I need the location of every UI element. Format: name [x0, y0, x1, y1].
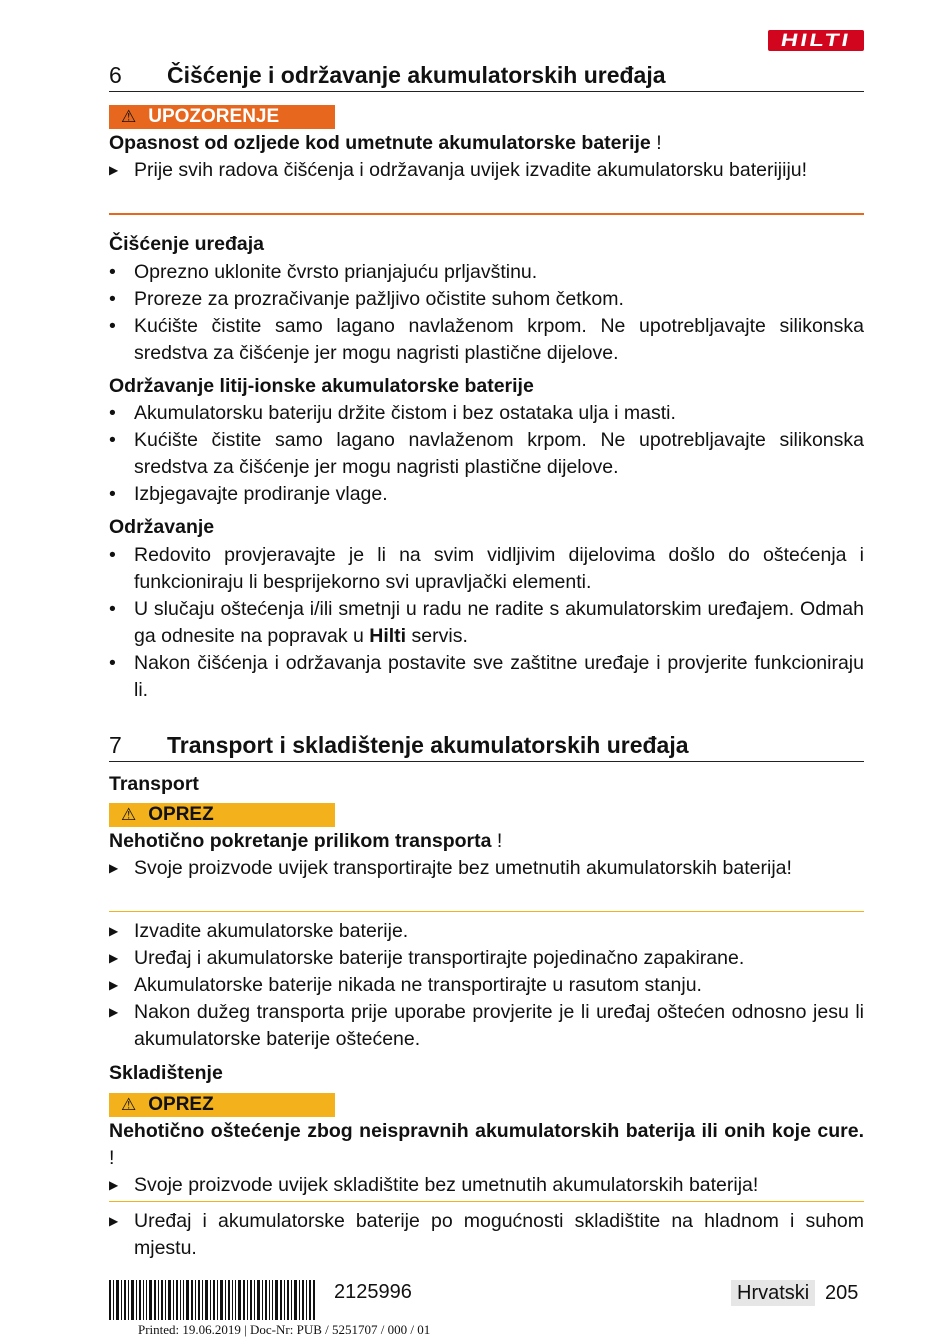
language-label: Hrvatski	[731, 1280, 815, 1306]
chapter-title: Transport i skladištenje akumulatorskih uređaja	[167, 732, 689, 758]
caution-label: ⚠ OPREZ	[109, 803, 335, 827]
triangle-right-icon: ▶	[109, 924, 119, 938]
list-item: ▶ Uređaj i akumulatorske baterije transportirajte pojedinačno zapakirane.	[109, 945, 864, 972]
storage-heading: Skladištenje	[109, 1062, 223, 1084]
triangle-right-icon: ▶	[109, 861, 119, 875]
chapter-6-heading	[109, 61, 864, 92]
transport-list	[109, 918, 864, 1053]
list-item: • Kućište čistite samo lagano navlaženom krpom. Ne upotrebljavajte silikonska sredstva za čišćenje jer mogu nagristi plastične dijelove.	[109, 315, 864, 364]
list-item: • Proreze za prozračivanje pažljivo očistite suhom četkom.	[109, 288, 624, 310]
caution-rule	[109, 911, 864, 912]
list-item: ▶ Akumulatorske baterije nikada ne transportirajte u rasutom stanju.	[109, 972, 864, 999]
chapter-title: Čišćenje i održavanje akumulatorskih uređaja	[167, 62, 666, 88]
cleaning-heading: Čišćenje uređaja	[109, 233, 264, 255]
caution-heading: Nehotično oštećenje zbog neispravnih akumulatorskih baterija ili onih koje cure. !	[109, 1120, 864, 1169]
barcode	[109, 1280, 315, 1320]
hilti-logo: HILTI	[768, 30, 864, 51]
document-number: 2125996	[334, 1281, 412, 1303]
warning-rule	[109, 213, 864, 215]
caution-label: ⚠ OPREZ	[109, 1093, 335, 1117]
maintenance-list	[109, 542, 864, 704]
caution-rule	[109, 1201, 864, 1202]
warning-triangle-icon: ⚠	[121, 805, 137, 824]
chapter-number: 7	[109, 732, 122, 758]
storage-list	[109, 1208, 864, 1262]
list-item: ▶ Izvadite akumulatorske baterije.	[109, 918, 864, 945]
triangle-right-icon: ▶	[109, 1005, 119, 1019]
list-item: ▶ Nakon dužeg transporta prije uporabe provjerite je li uređaj oštećen odnosno jesu li akumulatorske baterije oštećene.	[109, 1001, 864, 1050]
page-number: 205	[825, 1282, 859, 1304]
triangle-right-icon: ▶	[109, 163, 119, 177]
triangle-right-icon: ▶	[109, 1214, 119, 1228]
cleaning-list	[109, 259, 864, 367]
caution-instruction: ▶ Svoje proizvode uvijek transportirajte bez umetnutih akumulatorskih baterija!	[109, 855, 864, 882]
battery-list	[109, 400, 864, 508]
transport-heading: Transport	[109, 773, 199, 795]
triangle-right-icon: ▶	[109, 1178, 119, 1192]
list-item: • U slučaju oštećenja i/ili smetnji u radu ne radite s akumulatorskim uređajem. Odmah ga odnesite na popravak u Hilti servis.	[109, 598, 864, 647]
warning-label	[109, 105, 335, 129]
warning-triangle-icon: ⚠	[121, 107, 137, 126]
caution-heading: Nehotično pokretanje prilikom transporta !	[109, 830, 503, 852]
print-info: Printed: 19.06.2019 | Doc-Nr: PUB / 5251707 / 000 / 01	[138, 1322, 431, 1337]
caution-instruction: ▶ Svoje proizvode uvijek skladištite bez umetnutih akumulatorskih baterija!	[109, 1172, 864, 1199]
warning-triangle-icon: ⚠	[121, 1095, 137, 1114]
triangle-right-icon: ▶	[109, 978, 119, 992]
list-item: • Akumulatorsku bateriju držite čistom i bez ostataka ulja i masti.	[109, 402, 676, 424]
warning-instruction: ▶ Prije svih radova čišćenja i održavanja uvijek izvadite akumulatorsku baterijiju!	[109, 157, 864, 184]
warning-heading: Opasnost od ozljede kod umetnute akumulatorske baterije !	[109, 132, 662, 154]
list-item: • Redovito provjeravajte je li na svim vidljivim dijelovima došlo do oštećenja i funkcioniraju li besprijekorno svi upravljački elementi.	[109, 544, 864, 593]
list-item: ▶ Uređaj i akumulatorske baterije po mogućnosti skladištite na hladnom i suhom mjestu.	[109, 1210, 864, 1259]
list-item: • Kućište čistite samo lagano navlaženom krpom. Ne upotrebljavajte silikonska sredstva za čišćenje jer mogu nagristi plastične dijelove.	[109, 429, 864, 478]
triangle-right-icon: ▶	[109, 951, 119, 965]
battery-heading: Održavanje litij-ionske akumulatorske baterije	[109, 375, 534, 397]
maintenance-heading: Održavanje	[109, 516, 215, 538]
list-item: • Izbjegavajte prodiranje vlage.	[109, 483, 388, 505]
list-item: • Oprezno uklonite čvrsto prianjajuću prljavštinu.	[109, 261, 538, 283]
chapter-number: 6	[109, 62, 122, 88]
chapter-7-heading	[109, 731, 864, 762]
warning-label-text: UPOZORENJE	[148, 106, 280, 127]
list-item: • Nakon čišćenja i održavanja postavite sve zaštitne uređaje i provjerite funkcioniraju li.	[109, 652, 864, 701]
